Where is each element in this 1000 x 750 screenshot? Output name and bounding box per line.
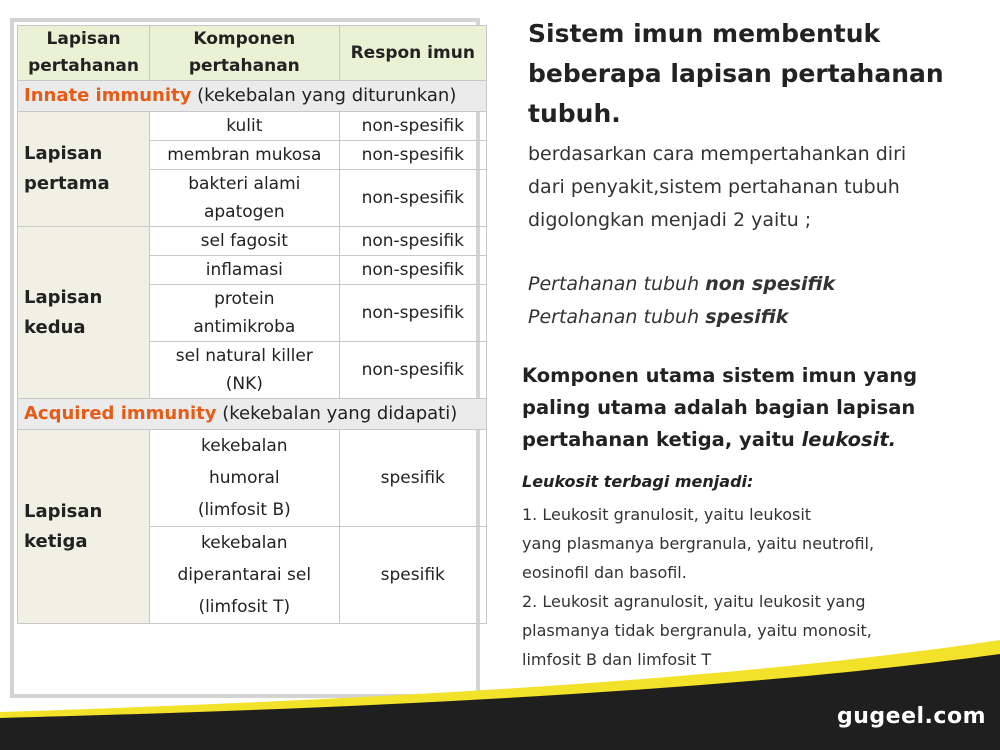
- main-component-text: Komponen utama sistem imun yang paling utama adalah bagian lapisan pertahanan ketiga, yaitu: [522, 364, 918, 451]
- component-cell: bakteri alami apatogen: [150, 170, 339, 227]
- header-komponen: Komponen pertahanan: [150, 26, 339, 81]
- footer-brand: gugeel.com: [837, 704, 986, 729]
- leukosit-list: 1. Leukosit granulosit, yaitu leukosit yang plasmanya bergranula, yaitu neutrofil, eosinofil dan basofil. 2. Leukosit agranulosit, yaitu leukosit yang plasmanya tidak bergranula, yaitu monosit, limfosit B dan limfosit T: [522, 505, 875, 669]
- layer-2-label: Lapisan kedua: [18, 227, 150, 399]
- acquired-subtitle: (kekebalan yang didapati): [216, 403, 458, 424]
- immunity-table-frame: [10, 18, 480, 698]
- layer-1-label: Lapisan pertama: [18, 112, 150, 227]
- response-cell: non-spesifik: [339, 342, 486, 399]
- acquired-section-cell: [18, 399, 487, 430]
- response-cell: non-spesifik: [339, 141, 486, 170]
- table-row: [18, 227, 487, 256]
- component-cell: kekebalan diperantarai sel (limfosit T): [150, 527, 339, 624]
- component-cell: sel natural killer (NK): [150, 342, 339, 399]
- response-cell: non-spesifik: [339, 256, 486, 285]
- acquired-section-row: [18, 399, 487, 430]
- header-respon: Respon imun: [339, 26, 486, 81]
- response-cell: spesifik: [339, 527, 486, 624]
- response-cell: non-spesifik: [339, 285, 486, 342]
- innate-subtitle: (kekebalan yang diturunkan): [191, 85, 457, 106]
- innate-title: Innate immunity: [24, 85, 192, 106]
- defense-type-item: [528, 268, 968, 301]
- response-cell: non-spesifik: [339, 227, 486, 256]
- component-cell: protein antimikroba: [150, 285, 339, 342]
- component-cell: inflamasi: [150, 256, 339, 285]
- response-cell: spesifik: [339, 430, 486, 527]
- main-component-heading: [522, 360, 992, 456]
- defense-type-emphasis: non spesifik: [705, 273, 836, 295]
- header-lapisan: Lapisan pertahanan: [18, 26, 150, 81]
- layer-3-label: Lapisan ketiga: [18, 430, 150, 624]
- component-cell: kulit: [150, 112, 339, 141]
- immunity-table: [17, 25, 487, 624]
- intro-heading: Sistem imun membentuk beberapa lapisan pertahanan tubuh.: [528, 19, 944, 128]
- leukosit-title: Leukosit terbagi menjadi:: [522, 472, 754, 491]
- response-cell: non-spesifik: [339, 112, 486, 141]
- defense-types-list: [528, 268, 968, 334]
- innate-section-row: [18, 81, 487, 112]
- table-header-row: [18, 26, 487, 81]
- defense-type-emphasis: spesifik: [705, 306, 789, 328]
- main-component-emphasis: leukosit.: [801, 428, 897, 451]
- component-cell: sel fagosit: [150, 227, 339, 256]
- table-row: [18, 112, 487, 141]
- acquired-title: Acquired immunity: [24, 403, 217, 424]
- defense-type-prefix: Pertahanan tubuh: [528, 306, 706, 328]
- defense-type-prefix: Pertahanan tubuh: [528, 273, 706, 295]
- defense-type-item: [528, 301, 968, 334]
- innate-section-cell: [18, 81, 487, 112]
- table-row: [18, 430, 487, 527]
- component-cell: membran mukosa: [150, 141, 339, 170]
- response-cell: non-spesifik: [339, 170, 486, 227]
- intro-body: berdasarkan cara mempertahankan diri dari penyakit,sistem pertahanan tubuh digolongkan menjadi 2 yaitu ;: [528, 143, 907, 231]
- footer-swoosh: [0, 640, 1000, 750]
- component-cell: kekebalan humoral (limfosit B): [150, 430, 339, 527]
